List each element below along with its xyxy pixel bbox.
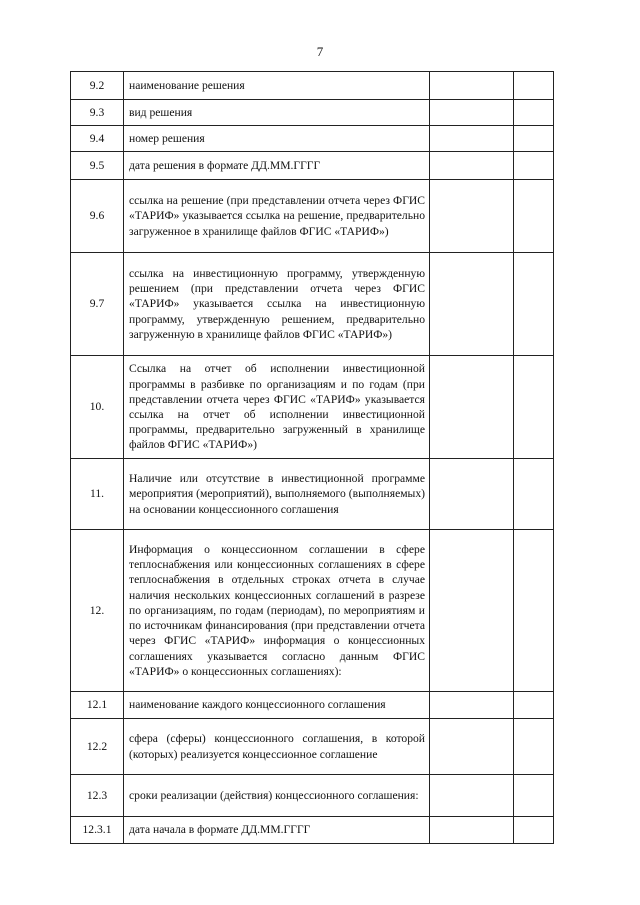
table-row (71, 356, 554, 459)
empty-cell (514, 530, 554, 692)
empty-cell (430, 719, 514, 775)
empty-cell (430, 126, 514, 152)
row-text: Наличие или отсутствие в инвестиционной программе мероприятия (мероприятий), выполняемого (выполняемых) на основании концессионного соглашения (124, 459, 430, 530)
empty-cell (514, 126, 554, 152)
empty-cell (514, 100, 554, 126)
empty-cell (430, 152, 514, 180)
table-row (71, 253, 554, 356)
table-row (71, 459, 554, 530)
empty-cell (514, 459, 554, 530)
table-row (71, 152, 554, 180)
empty-cell (430, 459, 514, 530)
table-row (71, 775, 554, 817)
row-number: 9.7 (71, 253, 124, 356)
table-row (71, 180, 554, 253)
empty-cell (514, 180, 554, 253)
row-number: 11. (71, 459, 124, 530)
requirements-table (70, 71, 554, 844)
empty-cell (430, 530, 514, 692)
row-text: наименование решения (124, 72, 430, 100)
empty-cell (430, 775, 514, 817)
row-text: дата решения в формате ДД.ММ.ГГГГ (124, 152, 430, 180)
row-number: 10. (71, 356, 124, 459)
empty-cell (430, 72, 514, 100)
row-text: номер решения (124, 126, 430, 152)
row-text: дата начала в формате ДД.ММ.ГГГГ (124, 817, 430, 844)
empty-cell (430, 253, 514, 356)
empty-cell (514, 253, 554, 356)
table-row (71, 72, 554, 100)
table-row (71, 126, 554, 152)
empty-cell (430, 180, 514, 253)
row-text: вид решения (124, 100, 430, 126)
row-text: Ссылка на отчет об исполнении инвестиционной программы в разбивке по организациям и по годам (при представлении отчета через ФГИС «ТАРИФ» указывается ссылка на отчет об исполнении инвестиционной программы, предварительно загруженный в хранилище файлов ФГИС «ТАРИФ») (124, 356, 430, 459)
row-number: 12.3 (71, 775, 124, 817)
empty-cell (430, 692, 514, 719)
empty-cell (514, 692, 554, 719)
row-number: 12.1 (71, 692, 124, 719)
table-row (71, 692, 554, 719)
row-number: 12. (71, 530, 124, 692)
empty-cell (514, 775, 554, 817)
row-number: 12.3.1 (71, 817, 124, 844)
row-number: 9.3 (71, 100, 124, 126)
row-text: Информация о концессионном соглашении в сфере теплоснабжения или концессионных соглашениях в сфере теплоснабжения в отдельных строках отчета в случае наличия нескольких концессионных соглашений в разрезе по организациям, по годам (периодам), по мероприятиям и по источникам финансирования (при представлении отчета через ФГИС «ТАРИФ» информация о концессионных соглашениях указывается согласно данным ФГИС «ТАРИФ» о концессионных соглашениях): (124, 530, 430, 692)
row-number: 9.4 (71, 126, 124, 152)
row-number: 9.2 (71, 72, 124, 100)
empty-cell (514, 152, 554, 180)
row-text: ссылка на решение (при представлении отчета через ФГИС «ТАРИФ» указывается ссылка на решение, предварительно загруженное в хранилище файлов ФГИС «ТАРИФ») (124, 180, 430, 253)
row-text: наименование каждого концессионного соглашения (124, 692, 430, 719)
row-number: 12.2 (71, 719, 124, 775)
table-row (71, 817, 554, 844)
page-number: 7 (316, 44, 324, 59)
empty-cell (430, 356, 514, 459)
empty-cell (514, 817, 554, 844)
table-row (71, 100, 554, 126)
empty-cell (514, 72, 554, 100)
empty-cell (430, 100, 514, 126)
table-row (71, 530, 554, 692)
empty-cell (514, 719, 554, 775)
row-number: 9.5 (71, 152, 124, 180)
empty-cell (514, 356, 554, 459)
empty-cell (430, 817, 514, 844)
row-text: сфера (сферы) концессионного соглашения, в которой (которых) реализуется концессионное соглашение (124, 719, 430, 775)
row-number: 9.6 (71, 180, 124, 253)
row-text: ссылка на инвестиционную программу, утвержденную решением (при представлении отчета через ФГИС «ТАРИФ» указывается ссылка на инвестиционную программу, утвержденную решением, предварительно загруженную в хранилище файлов ФГИС «ТАРИФ») (124, 253, 430, 356)
row-text: сроки реализации (действия) концессионного соглашения: (124, 775, 430, 817)
table-row (71, 719, 554, 775)
